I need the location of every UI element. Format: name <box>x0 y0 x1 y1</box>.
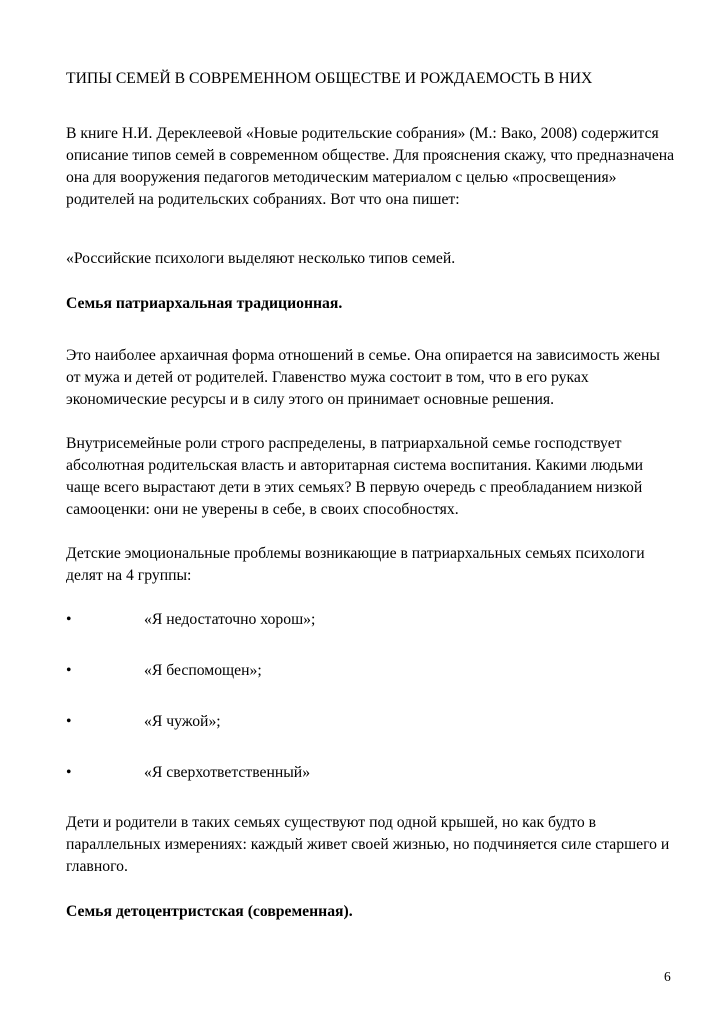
list-item <box>66 762 666 784</box>
bullet-icon: • <box>66 611 72 628</box>
bullet-icon: • <box>66 764 72 781</box>
list-item-text: «Я беспомощен»; <box>144 662 262 679</box>
list-item-text: «Я недостаточно хорош»; <box>144 611 316 628</box>
bullet-icon: • <box>66 662 72 679</box>
list-item <box>66 660 666 682</box>
section-heading-childcentric: Семья детоцентристская (современная). <box>66 903 353 920</box>
bullet-icon: • <box>66 713 72 730</box>
list-item-text: «Я чужой»; <box>144 713 221 730</box>
paragraph-patriarchal-roles: Внутрисемейные роли строго распределены, в патриархальной семье господствует абсолютная родительская власть и авторитарная система воспитания. Какими людьми чаще всего вырастают дети в этих семьях? В первую очередь с преобладанием низкой самооценки: они не уверены в себе, в своих способностях. <box>66 435 644 518</box>
paragraph-emotional-problems: Детские эмоциональные проблемы возникающие в патриархальных семьях психологи делят на 4 группы: <box>66 545 645 584</box>
list-item <box>66 609 666 631</box>
list-item <box>66 711 666 733</box>
paragraph-quote-start: «Российские психологи выделяют несколько типов семей. <box>66 250 456 267</box>
section-heading-patriarchal: Семья патриархальная традиционная. <box>66 295 343 312</box>
page-number: 6 <box>664 969 671 984</box>
document-title: ТИПЫ СЕМЕЙ В СОВРЕМЕННОМ ОБЩЕСТВЕ И РОЖДАЕМОСТЬ В НИХ <box>66 70 593 87</box>
paragraph-patriarchal-description: Это наиболее архаичная форма отношений в семье. Она опирается на зависимость жены от мужа и детей от родителей. Главенство мужа состоит в том, что в его руках экономические ресурсы и в силу этого он принимает основные решения. <box>66 347 660 408</box>
paragraph-parallel-lives: Дети и родители в таких семьях существуют под одной крышей, но как будто в параллельных измерениях: каждый живет своей жизнью, но подчиняется силе старшего и главного. <box>66 814 670 875</box>
list-item-text: «Я сверхответственный» <box>144 764 311 781</box>
paragraph-intro: В книге Н.И. Дереклеевой «Новые родительские собрания» (М.: Вако, 2008) содержится описание типов семей в современном обществе. Для прояснения скажу, что предназначена она для вооружения педагогов методическим материалом с целью «просвещения» родителей на родительских собраниях. Вот что она пишет: <box>66 125 675 208</box>
